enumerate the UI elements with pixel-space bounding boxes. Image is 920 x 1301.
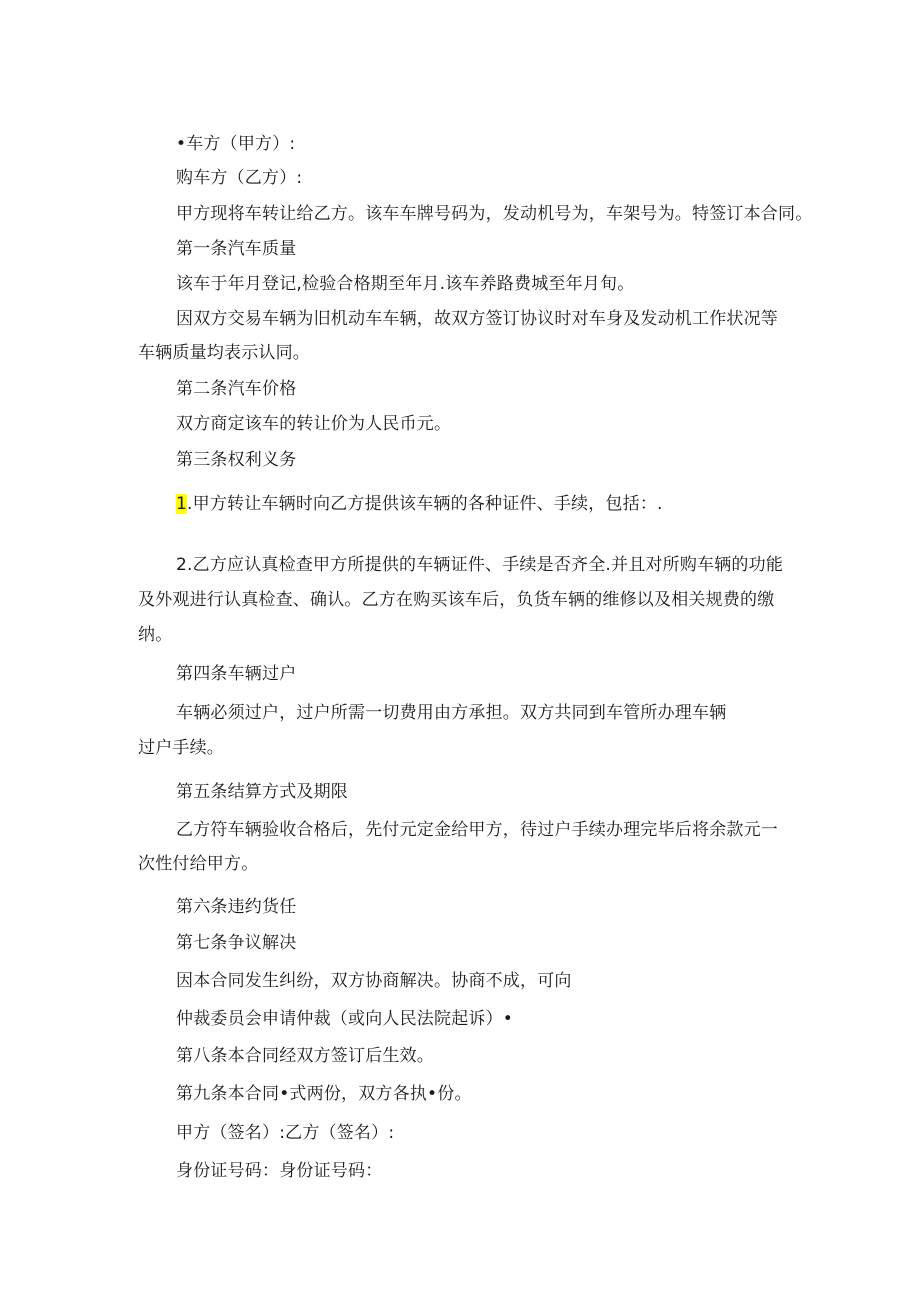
article-5-title: 第五条结算方式及期限 (176, 782, 348, 802)
article-7-title: 第七条争议解决 (176, 933, 297, 953)
article-5-paragraph-line-1: 乙方符车辆验收合格后，先付元定金给甲方，待过户手续办理完毕后将余款元一 (176, 820, 778, 840)
article-4-paragraph-line-1: 车辆必须过户，过户所需一切费用由方承担。双方共同到车管所办理车辆 (176, 703, 727, 723)
article-4-paragraph-line-2: 过户手续。 (138, 738, 224, 758)
article-3-item-1-text: .甲方转让车辆时向乙方提供该车辆的各种证件、手续，包括：. (187, 494, 663, 514)
article-9: 第九条本合同•式两份，双方各执•份。 (176, 1084, 472, 1104)
article-5-paragraph-line-2: 次性付给甲方。 (138, 854, 259, 874)
signature-line: 甲方（签名）:乙方（签名）: (176, 1123, 395, 1143)
buyer-line: 购车方（乙方）: (176, 168, 303, 188)
intro-paragraph: 甲方现将车转让给乙方。该车车牌号码为，发动机号为，车架号为。特签订本合同。 (176, 204, 813, 224)
article-1-paragraph-1: 该车于年月登记,检验合格期至年月.该车养路费城至年月旬。 (176, 274, 635, 294)
article-2-paragraph: 双方商定该车的转让价为人民币元。 (176, 414, 452, 434)
article-3-item-2-line-1: 2.乙方应认真检查甲方所提供的车辆证件、手续是否齐全.并且对所购车辆的功能 (176, 555, 784, 575)
article-1-paragraph-2-line-2: 车辆质量均表示认同。 (138, 343, 310, 363)
article-1-paragraph-2-line-1: 因双方交易车辆为旧机动车车辆，故双方签订协议时对车身及发动机工作状况等 (176, 309, 778, 329)
id-number-line: 身份证号码：身份证号码： (176, 1161, 383, 1181)
article-2-title: 第二条汽车价格 (176, 379, 297, 399)
article-7-paragraph-2: 仲裁委员会申请仲裁（或向人民法院起诉）• (176, 1009, 514, 1029)
article-6-title: 第六条违约货任 (176, 897, 297, 917)
article-4-title: 第四条车辆过户 (176, 664, 297, 684)
article-7-paragraph-1: 因本合同发生纠纷，双方协商解决。协商不成，可向 (176, 971, 572, 991)
article-8: 第八条本合同经双方签订后生效。 (176, 1046, 434, 1066)
seller-line: •车方（甲方）: (176, 134, 296, 154)
highlighted-number: 1 (176, 494, 188, 514)
article-3-title: 第三条权利义务 (176, 450, 297, 470)
article-1-title: 第一条汽车质量 (176, 239, 297, 259)
article-3-item-1 (176, 493, 663, 515)
article-3-item-2-line-2: 及外观进行认真检查、确认。乙方在购买该车后，负货车辆的维修以及相关规费的缴 (138, 590, 775, 610)
article-3-item-2-line-3: 纳。 (138, 625, 173, 645)
